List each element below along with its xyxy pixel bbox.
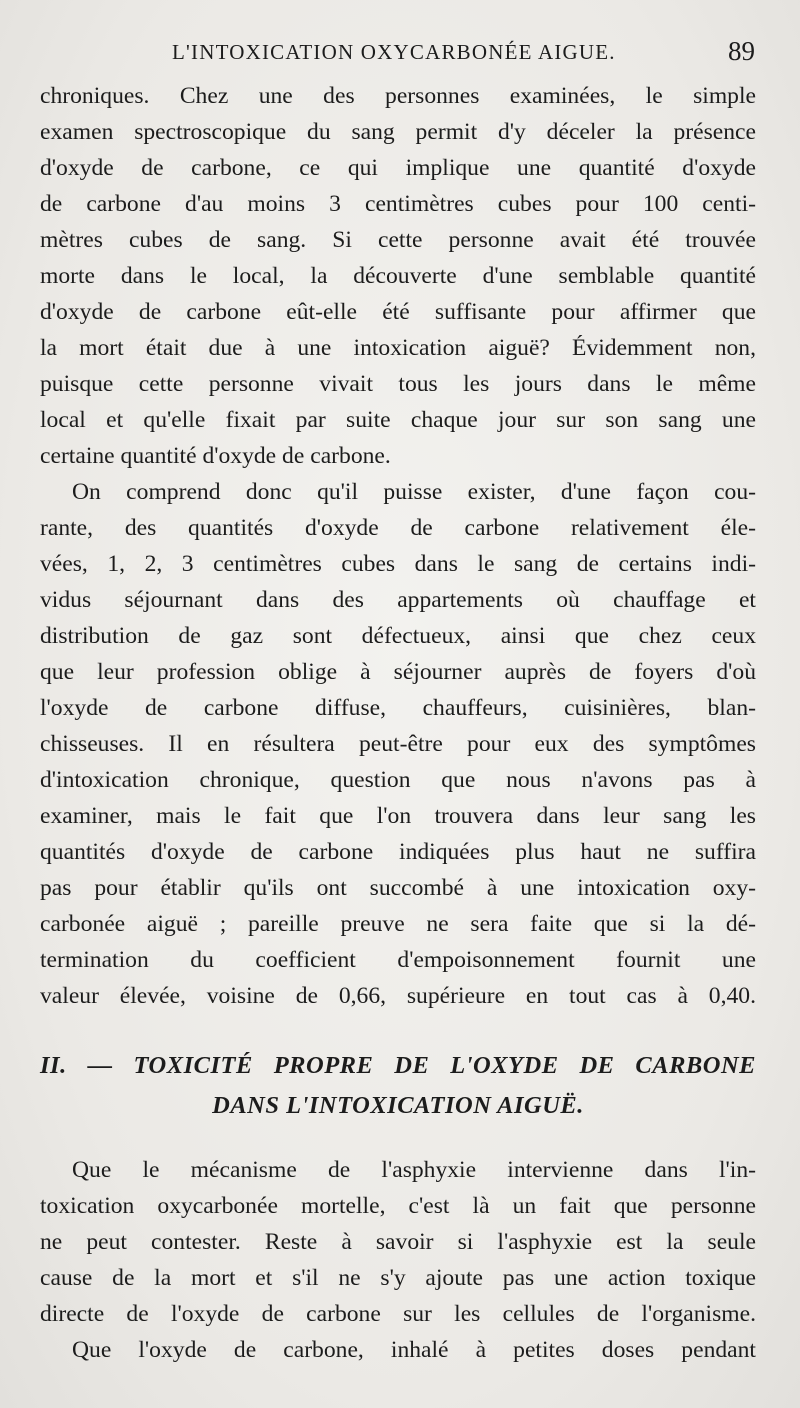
text-line: certaine quantité d'oxyde de carbone. xyxy=(40,443,391,469)
body-text-block-1 xyxy=(40,78,756,1014)
text-line: mètres cubes de sang. Si cette personne avait été trouvée xyxy=(40,227,756,253)
running-head xyxy=(40,36,755,76)
text-line: vidus séjournant dans des appartements où chauffage et xyxy=(40,587,756,613)
text-line: morte dans le local, la découverte d'une semblable quantité xyxy=(40,263,756,289)
text-line: distribution de gaz sont défectueux, ainsi que chez ceux xyxy=(40,623,756,649)
text-line: vées, 1, 2, 3 centimètres cubes dans le sang de certains indi- xyxy=(40,551,756,577)
page-number: 89 xyxy=(728,36,755,66)
text-line: valeur élevée, voisine de 0,66, supérieure en tout cas à 0,40. xyxy=(40,983,756,1009)
text-line: que leur profession oblige à séjourner auprès de foyers d'où xyxy=(40,659,756,685)
section-heading-line-2: DANS L'INTOXICATION AIGUË. xyxy=(212,1092,584,1119)
text-line: Que le mécanisme de l'asphyxie intervienne dans l'in- xyxy=(72,1157,756,1183)
text-line: rante, des quantités d'oxyde de carbone relativement éle- xyxy=(40,515,756,541)
section-heading-line-1: II. — TOXICITÉ PROPRE DE L'OXYDE DE CARBONE xyxy=(40,1052,756,1079)
text-line: pas pour établir qu'ils ont succombé à une intoxication oxy- xyxy=(40,875,756,901)
running-title: L'INTOXICATION OXYCARBONÉE AIGUE. xyxy=(172,40,616,64)
text-line: Que l'oxyde de carbone, inhalé à petites doses pendant xyxy=(72,1337,756,1363)
text-line: local et qu'elle fixait par suite chaque jour sur son sang une xyxy=(40,407,756,433)
text-line: On comprend donc qu'il puisse exister, d'une façon cou- xyxy=(72,479,756,505)
text-line: d'oxyde de carbone, ce qui implique une quantité d'oxyde xyxy=(40,155,756,181)
text-line: examiner, mais le fait que l'on trouvera dans leur sang les xyxy=(40,803,756,829)
text-line: cause de la mort et s'il ne s'y ajoute pas une action toxique xyxy=(40,1265,756,1291)
text-line: carbonée aiguë ; pareille preuve ne sera faite que si la dé- xyxy=(40,911,756,937)
text-line: toxication oxycarbonée mortelle, c'est là un fait que personne xyxy=(40,1193,756,1219)
text-line: l'oxyde de carbone diffuse, chauffeurs, cuisinières, blan- xyxy=(40,695,756,721)
body-text-block-2 xyxy=(40,1152,756,1368)
text-line: la mort était due à une intoxication aiguë? Évidemment non, xyxy=(40,335,756,361)
text-line: d'oxyde de carbone eût-elle été suffisante pour affirmer que xyxy=(40,299,756,325)
text-line: ne peut contester. Reste à savoir si l'asphyxie est la seule xyxy=(40,1229,756,1255)
text-line: directe de l'oxyde de carbone sur les cellules de l'organisme. xyxy=(40,1301,756,1327)
text-line: examen spectroscopique du sang permit d'y déceler la présence xyxy=(40,119,756,145)
text-line: de carbone d'au moins 3 centimètres cubes pour 100 centi- xyxy=(40,191,756,217)
text-line: quantités d'oxyde de carbone indiquées plus haut ne suffira xyxy=(40,839,756,865)
text-line: chisseuses. Il en résultera peut-être pour eux des symptômes xyxy=(40,731,756,757)
text-line: d'intoxication chronique, question que nous n'avons pas à xyxy=(40,767,756,793)
text-line: termination du coefficient d'empoisonnement fournit une xyxy=(40,947,756,973)
text-line: chroniques. Chez une des personnes examinées, le simple xyxy=(40,83,756,109)
text-line: puisque cette personne vivait tous les jours dans le même xyxy=(40,371,756,397)
